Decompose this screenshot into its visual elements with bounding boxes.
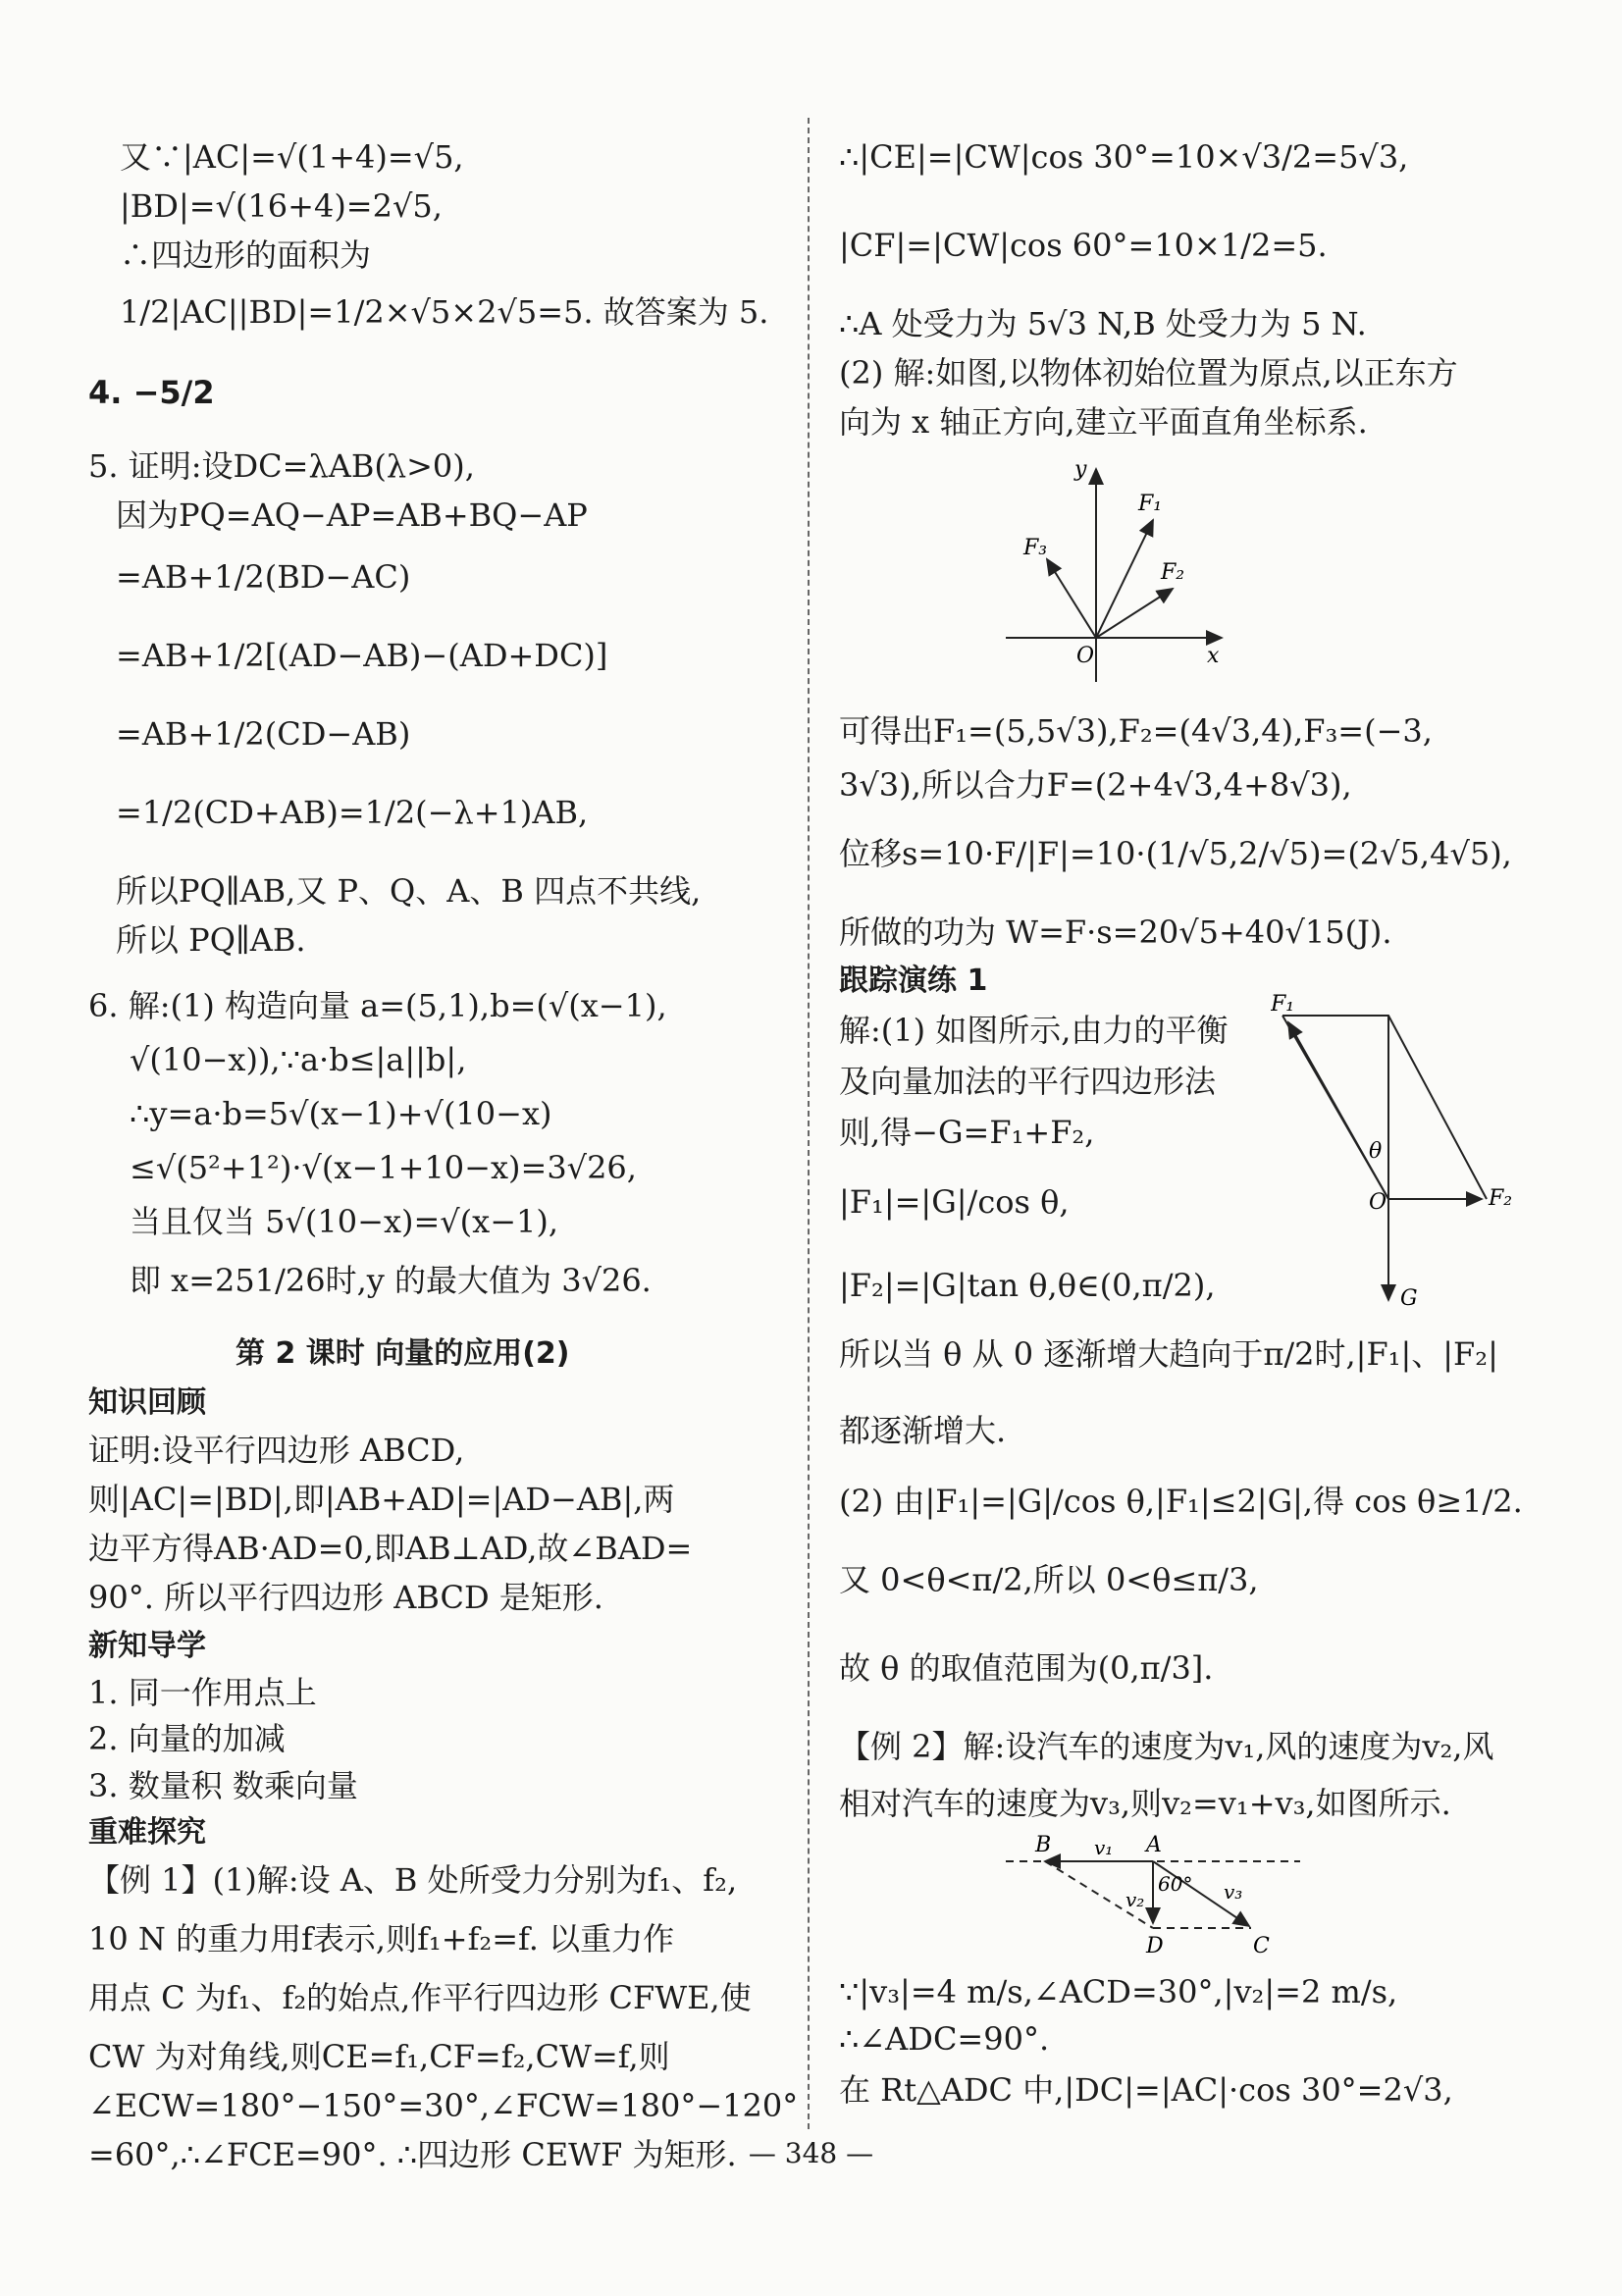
text-line: (2) 解:如图,以物体初始位置为原点,以正东方 — [839, 354, 1458, 391]
text-line: 【例 2】解:设汽车的速度为v₁,风的速度为v₂,风 — [839, 1728, 1494, 1765]
text-line: 6. 解:(1) 构造向量 a=(5,1),b=(√(x−1), — [88, 987, 667, 1024]
point-a-label: A — [1146, 1833, 1162, 1857]
text-line: 1. 同一作用点上 — [88, 1674, 317, 1711]
origin-label: O — [1369, 1190, 1387, 1215]
text-line: ∴y=a·b=5√(x−1)+√(10−x) — [130, 1095, 552, 1132]
text-line: ≤√(5²+1²)·√(x−1+10−x)=3√26, — [130, 1149, 637, 1186]
v3-label: v₃ — [1224, 1880, 1243, 1904]
text-line: 90°. 所以平行四边形 ABCD 是矩形. — [88, 1579, 603, 1616]
text-line: 则|AC|=|BD|,即|AB+AD|=|AD−AB|,两 — [88, 1481, 675, 1518]
f3-label: F₃ — [1023, 536, 1048, 560]
text-line: |BD|=√(16+4)=2√5, — [120, 187, 443, 225]
text-line: 解:(1) 如图所示,由力的平衡 — [839, 1012, 1229, 1049]
balance-parallelogram-figure — [1271, 991, 1526, 1315]
text-line: 故 θ 的取值范围为(0,π/3]. — [839, 1649, 1214, 1687]
answer-4: 4. −5/2 — [88, 374, 215, 411]
lesson-heading: 第 2 课时 向量的应用(2) — [235, 1336, 570, 1371]
text-line: ∴A 处受力为 5√3 N,B 处受力为 5 N. — [839, 305, 1367, 342]
text-line: 【例 1】(1)解:设 A、B 处所受力分别为f₁、f₂, — [88, 1861, 738, 1899]
text-line: 又 0<θ<π/2,所以 0<θ≤π/3, — [839, 1561, 1259, 1598]
text-line: 3√3),所以合力F=(2+4√3,4+8√3), — [839, 766, 1352, 804]
text-line: |F₁|=|G|/cos θ, — [839, 1183, 1070, 1221]
text-line: ∴|CE|=|CW|cos 30°=10×√3/2=5√3, — [839, 138, 1409, 176]
text-line: 1/2|AC||BD|=1/2×√5×2√5=5. 故答案为 5. — [120, 293, 769, 331]
text-line: 边平方得AB·AD=0,即AB⊥AD,故∠BAD= — [88, 1530, 693, 1567]
text-line: =60°,∴∠FCE=90°. ∴四边形 CEWF 为矩形. — [88, 2136, 737, 2173]
section-heading: 新知导学 — [88, 1629, 206, 1663]
text-line: 3. 数量积 数乘向量 — [88, 1767, 358, 1804]
column-divider — [808, 118, 810, 2129]
y-axis-label: y — [1074, 457, 1087, 482]
text-line: 向为 x 轴正方向,建立平面直角坐标系. — [839, 403, 1368, 441]
angle-label: 60° — [1158, 1872, 1193, 1896]
text-line: =AB+1/2[(AD−AB)−(AD+DC)] — [116, 637, 608, 674]
f1-label: F₁ — [1138, 492, 1163, 516]
text-line: 可得出F₁=(5,5√3),F₂=(4√3,4),F₃=(−3, — [839, 712, 1433, 750]
text-line: 5. 证明:设DC=λAB(λ>0), — [88, 447, 475, 485]
text-line: 在 Rt△ADC 中,|DC|=|AC|·cos 30°=2√3, — [839, 2071, 1453, 2109]
text-line: 相对汽车的速度为v₃,则v₂=v₁+v₃,如图所示. — [839, 1785, 1451, 1822]
text-line: 因为PQ=AQ−AP=AB+BQ−AP — [116, 496, 588, 534]
text-line: 所做的功为 W=F·s=20√5+40√15(J). — [839, 913, 1392, 951]
velocity-triangle-figure — [986, 1830, 1320, 1957]
v2-label: v₂ — [1125, 1888, 1145, 1911]
text-line: 又∵|AC|=√(1+4)=√5, — [120, 138, 464, 176]
text-line: 当且仅当 5√(10−x)=√(x−1), — [130, 1203, 559, 1240]
text-line: (2) 由|F₁|=|G|/cos θ,|F₁|≤2|G|,得 cos θ≥1/2. — [839, 1483, 1523, 1520]
text-line: CW 为对角线,则CE=f₁,CF=f₂,CW=f,则 — [88, 2038, 670, 2075]
text-line: =AB+1/2(CD−AB) — [116, 715, 411, 753]
text-line: 所以PQ∥AB,又 P、Q、A、B 四点不共线, — [116, 872, 702, 910]
text-line: 即 x=251/26时,y 的最大值为 3√26. — [130, 1262, 652, 1299]
text-line: √(10−x)),∵a·b≤|a||b|, — [130, 1041, 467, 1078]
origin-label: O — [1076, 644, 1095, 668]
text-line: 证明:设平行四边形 ABCD, — [88, 1432, 465, 1469]
text-line: 及向量加法的平行四边形法 — [839, 1063, 1217, 1100]
text-line: 10 N 的重力用f表示,则f₁+f₂=f. 以重力作 — [88, 1920, 675, 1957]
point-b-label: B — [1035, 1833, 1052, 1857]
point-c-label: C — [1253, 1934, 1270, 1957]
section-heading: 跟踪演练 1 — [839, 964, 988, 998]
f2-label: F₂ — [1489, 1186, 1513, 1211]
force-coordinate-figure — [1006, 451, 1231, 697]
text-line: |F₂|=|G|tan θ,θ∈(0,π/2), — [839, 1267, 1216, 1304]
section-heading: 知识回顾 — [88, 1385, 206, 1420]
text-line: ∠ECW=180°−150°=30°,∠FCW=180°−120° — [88, 2087, 799, 2124]
point-d-label: D — [1146, 1934, 1164, 1957]
text-line: =AB+1/2(BD−AC) — [116, 558, 411, 596]
text-line: 所以 PQ∥AB. — [116, 921, 306, 959]
v1-label: v₁ — [1094, 1836, 1114, 1859]
text-line: 所以当 θ 从 0 逐渐增大趋向于π/2时,|F₁|、|F₂| — [839, 1335, 1498, 1373]
text-line: ∴∠ADC=90°. — [839, 2020, 1050, 2058]
page-number: — 348 — — [748, 2137, 874, 2169]
section-heading: 重难探究 — [88, 1815, 206, 1850]
text-line: 2. 向量的加减 — [88, 1720, 286, 1757]
text-line: 用点 C 为f₁、f₂的始点,作平行四边形 CFWE,使 — [88, 1979, 752, 2016]
text-line: ∴四边形的面积为 — [120, 236, 372, 274]
text-line: 都逐渐增大. — [839, 1412, 1007, 1449]
text-line: 位移s=10·F/|F|=10·(1/√5,2/√5)=(2√5,4√5), — [839, 835, 1512, 872]
f1-label: F₁ — [1271, 992, 1295, 1017]
x-axis-label: x — [1207, 644, 1220, 668]
text-line: =1/2(CD+AB)=1/2(−λ+1)AB, — [116, 794, 589, 831]
text-line: 则,得−G=F₁+F₂, — [839, 1114, 1095, 1151]
f2-label: F₂ — [1161, 560, 1185, 585]
g-label: G — [1400, 1286, 1418, 1311]
text-line: ∵|v₃|=4 m/s,∠ACD=30°,|v₂|=2 m/s, — [839, 1973, 1398, 2010]
theta-label: θ — [1369, 1139, 1383, 1164]
text-line: |CF|=|CW|cos 60°=10×1/2=5. — [839, 227, 1328, 264]
